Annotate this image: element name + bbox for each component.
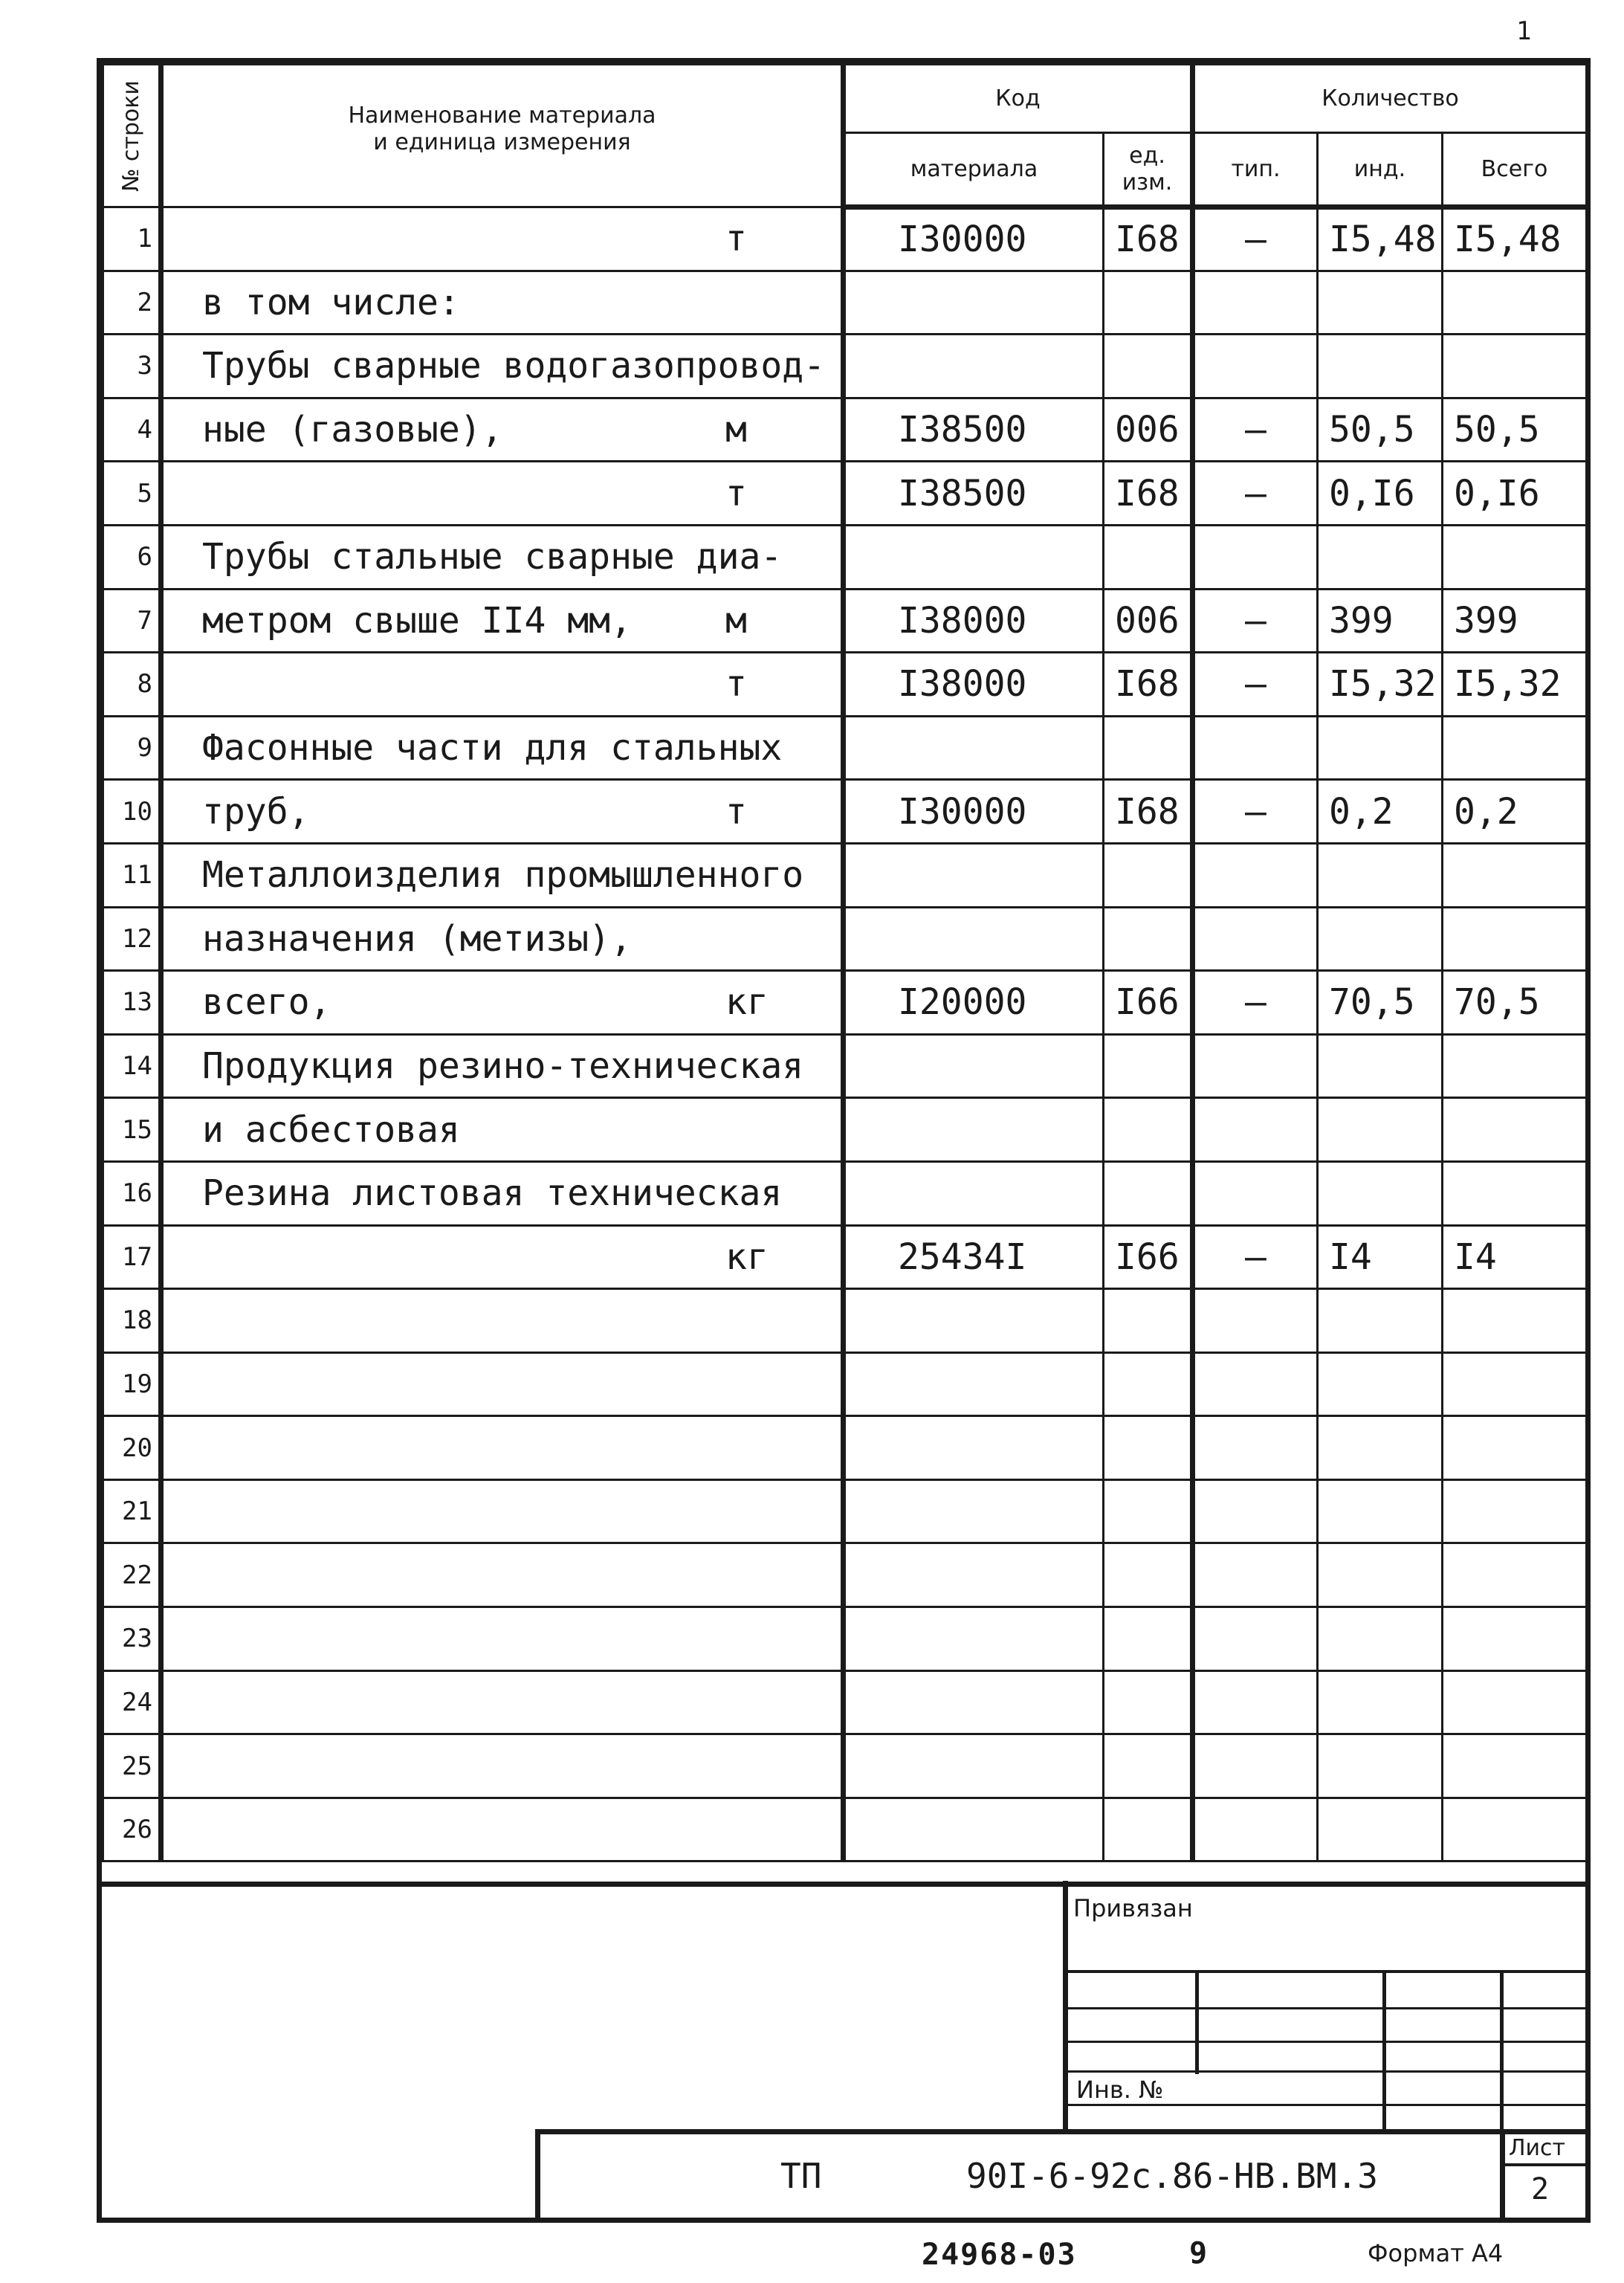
- table-row: [103, 1289, 1587, 1353]
- header-qty-ind: инд.: [1318, 133, 1443, 207]
- row-number: 13: [103, 971, 161, 1035]
- table-row: [103, 1098, 1587, 1162]
- qty-ind: I5,48: [1318, 207, 1443, 271]
- row-number: 8: [103, 653, 161, 717]
- row-number: 4: [103, 398, 161, 462]
- table-row: [103, 589, 1587, 653]
- row-number: 2: [103, 271, 161, 335]
- qty-ind: I4: [1318, 1225, 1443, 1289]
- material-name-cell: [161, 1607, 844, 1671]
- qty-typ: [1193, 1289, 1318, 1353]
- material-name: Трубы стальные сварные диа-: [202, 536, 783, 578]
- qty-typ: –: [1193, 207, 1318, 271]
- qty-typ: –: [1193, 589, 1318, 653]
- header-material-name: Наименование материала и единица измерения: [161, 65, 844, 207]
- header-code: Код: [844, 65, 1193, 133]
- qty-typ: [1193, 1607, 1318, 1671]
- material-name-cell: [161, 525, 844, 589]
- material-code: I38000: [844, 589, 1104, 653]
- material-code: [844, 1289, 1104, 1353]
- unit-code: [1104, 271, 1193, 335]
- qty-total: [1443, 1352, 1587, 1416]
- qty-total: 0,I6: [1443, 462, 1587, 526]
- qty-total: I5,48: [1443, 207, 1587, 271]
- material-name: всего,: [202, 981, 331, 1024]
- material-name-cell: [161, 1098, 844, 1162]
- row-number: 3: [103, 335, 161, 398]
- privyazan-label: Привязан: [1073, 1894, 1193, 1922]
- material-code: I30000: [844, 207, 1104, 271]
- material-name: метром свыше II4 мм,: [202, 599, 632, 642]
- table-row: [103, 1352, 1587, 1416]
- qty-total: I5,32: [1443, 653, 1587, 717]
- material-name-cell: [161, 589, 844, 653]
- qty-total: 399: [1443, 589, 1587, 653]
- table-row: [103, 207, 1587, 271]
- qty-total: 0,2: [1443, 780, 1587, 844]
- material-name-cell: [161, 1416, 844, 1480]
- material-name-cell: [161, 1479, 844, 1543]
- qty-total: 70,5: [1443, 971, 1587, 1035]
- material-name-cell: [161, 271, 844, 335]
- unit-code: 006: [1104, 398, 1193, 462]
- unit-code: I66: [1104, 1225, 1193, 1289]
- unit-code: [1104, 1607, 1193, 1671]
- table-row: [103, 1416, 1587, 1480]
- material-name-cell: [161, 335, 844, 398]
- archive-stamp-page: 9: [1189, 2236, 1209, 2270]
- material-name-cell: [161, 1734, 844, 1798]
- qty-total: 50,5: [1443, 398, 1587, 462]
- table-row: [103, 843, 1587, 907]
- qty-typ: [1193, 335, 1318, 398]
- row-number: 9: [103, 716, 161, 780]
- qty-typ: [1193, 1098, 1318, 1162]
- row-number: 15: [103, 1098, 161, 1162]
- qty-total: [1443, 1289, 1587, 1353]
- header-code-material: материала: [844, 133, 1104, 207]
- material-name: и асбестовая: [202, 1108, 460, 1151]
- header-qty-typ: тип.: [1193, 133, 1318, 207]
- material-code: [844, 1161, 1104, 1225]
- row-number: 1: [103, 207, 161, 271]
- qty-ind: [1318, 1543, 1443, 1607]
- qty-total: [1443, 907, 1587, 971]
- qty-total: [1443, 271, 1587, 335]
- material-name: в том числе:: [202, 281, 460, 323]
- qty-ind: [1318, 525, 1443, 589]
- unit-code: I68: [1104, 462, 1193, 526]
- material-name: Продукция резино-техническая: [202, 1045, 804, 1088]
- row-number: 16: [103, 1161, 161, 1225]
- qty-typ: –: [1193, 653, 1318, 717]
- material-name: ные (газовые),: [202, 409, 503, 451]
- qty-typ: [1193, 1798, 1318, 1861]
- unit-code: [1104, 1098, 1193, 1162]
- archive-stamp: 24968-03: [922, 2238, 1077, 2272]
- materials-table: [102, 63, 1588, 1862]
- material-name-cell: [161, 1225, 844, 1289]
- qty-total: [1443, 1670, 1587, 1734]
- table-row: [103, 525, 1587, 589]
- qty-ind: 50,5: [1318, 398, 1443, 462]
- material-unit: кг: [725, 1236, 769, 1278]
- qty-ind: 70,5: [1318, 971, 1443, 1035]
- row-number: 24: [103, 1670, 161, 1734]
- tp-label: ТП: [780, 2156, 822, 2196]
- unit-code: [1104, 1798, 1193, 1861]
- qty-total: [1443, 716, 1587, 780]
- material-name-cell: [161, 907, 844, 971]
- material-code: I20000: [844, 971, 1104, 1035]
- qty-total: [1443, 1798, 1587, 1861]
- material-code: [844, 1734, 1104, 1798]
- qty-typ: [1193, 1543, 1318, 1607]
- table-body: [103, 207, 1587, 1861]
- material-name-cell: [161, 971, 844, 1035]
- qty-total: [1443, 1098, 1587, 1162]
- qty-typ: [1193, 1670, 1318, 1734]
- qty-ind: [1318, 907, 1443, 971]
- material-code: [844, 525, 1104, 589]
- qty-ind: [1318, 1161, 1443, 1225]
- table-row: [103, 1225, 1587, 1289]
- inventory-number-label: Инв. №: [1076, 2076, 1164, 2104]
- row-number: 25: [103, 1734, 161, 1798]
- unit-code: I66: [1104, 971, 1193, 1035]
- table-row: [103, 907, 1587, 971]
- table-row: [103, 716, 1587, 780]
- title-block: [97, 1881, 1591, 2223]
- sheet-label: Лист: [1509, 2135, 1566, 2161]
- unit-code: [1104, 1543, 1193, 1607]
- qty-ind: [1318, 716, 1443, 780]
- qty-ind: [1318, 1098, 1443, 1162]
- material-name: Металлоизделия промышленного: [202, 854, 804, 897]
- table-row: [103, 971, 1587, 1035]
- row-number: 12: [103, 907, 161, 971]
- unit-code: [1104, 1670, 1193, 1734]
- table-row: [103, 1798, 1587, 1861]
- row-number: 11: [103, 843, 161, 907]
- qty-ind: 0,I6: [1318, 462, 1443, 526]
- qty-total: [1443, 1416, 1587, 1480]
- unit-code: [1104, 1734, 1193, 1798]
- row-number: 7: [103, 589, 161, 653]
- material-name-cell: [161, 1798, 844, 1861]
- material-code: [844, 1416, 1104, 1480]
- qty-ind: 399: [1318, 589, 1443, 653]
- row-number: 23: [103, 1607, 161, 1671]
- qty-typ: [1193, 1161, 1318, 1225]
- unit-code: [1104, 1352, 1193, 1416]
- unit-code: [1104, 1479, 1193, 1543]
- material-code: [844, 1479, 1104, 1543]
- unit-code: [1104, 843, 1193, 907]
- document-code: 90I-6-92с.86-НВ.ВМ.3: [966, 2156, 1378, 2196]
- qty-total: [1443, 1161, 1587, 1225]
- material-name-cell: [161, 1161, 844, 1225]
- material-code: [844, 1352, 1104, 1416]
- qty-ind: [1318, 1289, 1443, 1353]
- row-number: 22: [103, 1543, 161, 1607]
- qty-typ: [1193, 1352, 1318, 1416]
- material-code: [844, 907, 1104, 971]
- material-name-cell: [161, 843, 844, 907]
- row-number: 21: [103, 1479, 161, 1543]
- material-code: [844, 271, 1104, 335]
- qty-ind: [1318, 271, 1443, 335]
- material-unit: т: [725, 218, 747, 260]
- material-name-cell: [161, 1543, 844, 1607]
- row-number: 20: [103, 1416, 161, 1480]
- qty-typ: [1193, 1479, 1318, 1543]
- table-row: [103, 335, 1587, 398]
- material-code: [844, 716, 1104, 780]
- material-code: I38000: [844, 653, 1104, 717]
- specification-sheet: [97, 58, 1591, 1887]
- material-name-cell: [161, 462, 844, 526]
- qty-ind: [1318, 1479, 1443, 1543]
- material-code: [844, 1098, 1104, 1162]
- material-name-cell: [161, 653, 844, 717]
- material-code: I38500: [844, 462, 1104, 526]
- row-number: 14: [103, 1034, 161, 1098]
- material-code: [844, 1543, 1104, 1607]
- table-row: [103, 1734, 1587, 1798]
- row-number: 18: [103, 1289, 161, 1353]
- qty-total: [1443, 335, 1587, 398]
- qty-ind: [1318, 335, 1443, 398]
- qty-ind: [1318, 1670, 1443, 1734]
- material-name-cell: [161, 1670, 844, 1734]
- qty-total: I4: [1443, 1225, 1587, 1289]
- material-code: [844, 335, 1104, 398]
- material-name-cell: [161, 1034, 844, 1098]
- material-name: Фасонные части для стальных: [202, 727, 783, 769]
- qty-typ: –: [1193, 780, 1318, 844]
- table-row: [103, 653, 1587, 717]
- unit-code: [1104, 335, 1193, 398]
- row-number: 6: [103, 525, 161, 589]
- header-qty-total: Всего: [1443, 133, 1587, 207]
- qty-total: [1443, 1034, 1587, 1098]
- qty-total: [1443, 525, 1587, 589]
- unit-code: [1104, 1289, 1193, 1353]
- qty-total: [1443, 1543, 1587, 1607]
- material-name: труб,: [202, 790, 310, 833]
- row-number: 10: [103, 780, 161, 844]
- material-unit: т: [725, 790, 747, 833]
- unit-code: [1104, 716, 1193, 780]
- qty-ind: [1318, 1734, 1443, 1798]
- material-code: [844, 1670, 1104, 1734]
- material-code: [844, 1798, 1104, 1861]
- material-code: [844, 1607, 1104, 1671]
- table-row: [103, 1607, 1587, 1671]
- qty-typ: –: [1193, 462, 1318, 526]
- header-code-unit: ед. изм.: [1104, 133, 1193, 207]
- format-label: Формат А4: [1368, 2239, 1504, 2267]
- table-row: [103, 398, 1587, 462]
- material-unit: м: [725, 409, 747, 451]
- header-row-number: № строки: [103, 65, 161, 207]
- material-code: [844, 843, 1104, 907]
- material-name-cell: [161, 716, 844, 780]
- unit-code: [1104, 1416, 1193, 1480]
- material-name: Резина листовая техническая: [202, 1172, 783, 1215]
- qty-typ: [1193, 907, 1318, 971]
- material-unit: т: [725, 663, 747, 705]
- qty-ind: [1318, 843, 1443, 907]
- material-code: 25434I: [844, 1225, 1104, 1289]
- unit-code: [1104, 525, 1193, 589]
- table-row: [103, 1161, 1587, 1225]
- qty-typ: [1193, 1416, 1318, 1480]
- material-code: I38500: [844, 398, 1104, 462]
- qty-ind: [1318, 1416, 1443, 1480]
- material-name-cell: [161, 1352, 844, 1416]
- table-row: [103, 1479, 1587, 1543]
- material-unit: т: [725, 472, 747, 514]
- material-code: I30000: [844, 780, 1104, 844]
- material-name-cell: [161, 398, 844, 462]
- unit-code: [1104, 907, 1193, 971]
- qty-ind: 0,2: [1318, 780, 1443, 844]
- qty-typ: [1193, 716, 1318, 780]
- table-row: [103, 462, 1587, 526]
- qty-typ: [1193, 271, 1318, 335]
- table-row: [103, 1034, 1587, 1098]
- sheet-number: 2: [1531, 2172, 1550, 2206]
- qty-typ: [1193, 525, 1318, 589]
- qty-ind: [1318, 1607, 1443, 1671]
- material-unit: м: [725, 599, 747, 642]
- material-unit: кг: [725, 981, 769, 1024]
- material-name-cell: [161, 1289, 844, 1353]
- material-name-cell: [161, 780, 844, 844]
- unit-code: I68: [1104, 780, 1193, 844]
- row-number: 19: [103, 1352, 161, 1416]
- row-number: 5: [103, 462, 161, 526]
- qty-typ: –: [1193, 971, 1318, 1035]
- row-number: 17: [103, 1225, 161, 1289]
- qty-typ: –: [1193, 1225, 1318, 1289]
- material-code: [844, 1034, 1104, 1098]
- qty-total: [1443, 1479, 1587, 1543]
- table-row: [103, 780, 1587, 844]
- qty-ind: [1318, 1034, 1443, 1098]
- page-mark: 1: [1516, 16, 1532, 46]
- material-name-cell: [161, 207, 844, 271]
- table-row: [103, 271, 1587, 335]
- material-name: назначения (метизы),: [202, 917, 632, 960]
- unit-code: [1104, 1161, 1193, 1225]
- unit-code: [1104, 1034, 1193, 1098]
- qty-typ: –: [1193, 398, 1318, 462]
- qty-total: [1443, 843, 1587, 907]
- qty-typ: [1193, 1734, 1318, 1798]
- material-name: Трубы сварные водогазопровод-: [202, 345, 826, 387]
- unit-code: I68: [1104, 653, 1193, 717]
- qty-ind: [1318, 1798, 1443, 1861]
- table-row: [103, 1543, 1587, 1607]
- row-number: 26: [103, 1798, 161, 1861]
- qty-total: [1443, 1734, 1587, 1798]
- unit-code: I68: [1104, 207, 1193, 271]
- qty-ind: [1318, 1352, 1443, 1416]
- qty-typ: [1193, 843, 1318, 907]
- table-row: [103, 1670, 1587, 1734]
- qty-total: [1443, 1607, 1587, 1671]
- header-quantity: Количество: [1193, 65, 1587, 133]
- unit-code: 006: [1104, 589, 1193, 653]
- qty-ind: I5,32: [1318, 653, 1443, 717]
- qty-typ: [1193, 1034, 1318, 1098]
